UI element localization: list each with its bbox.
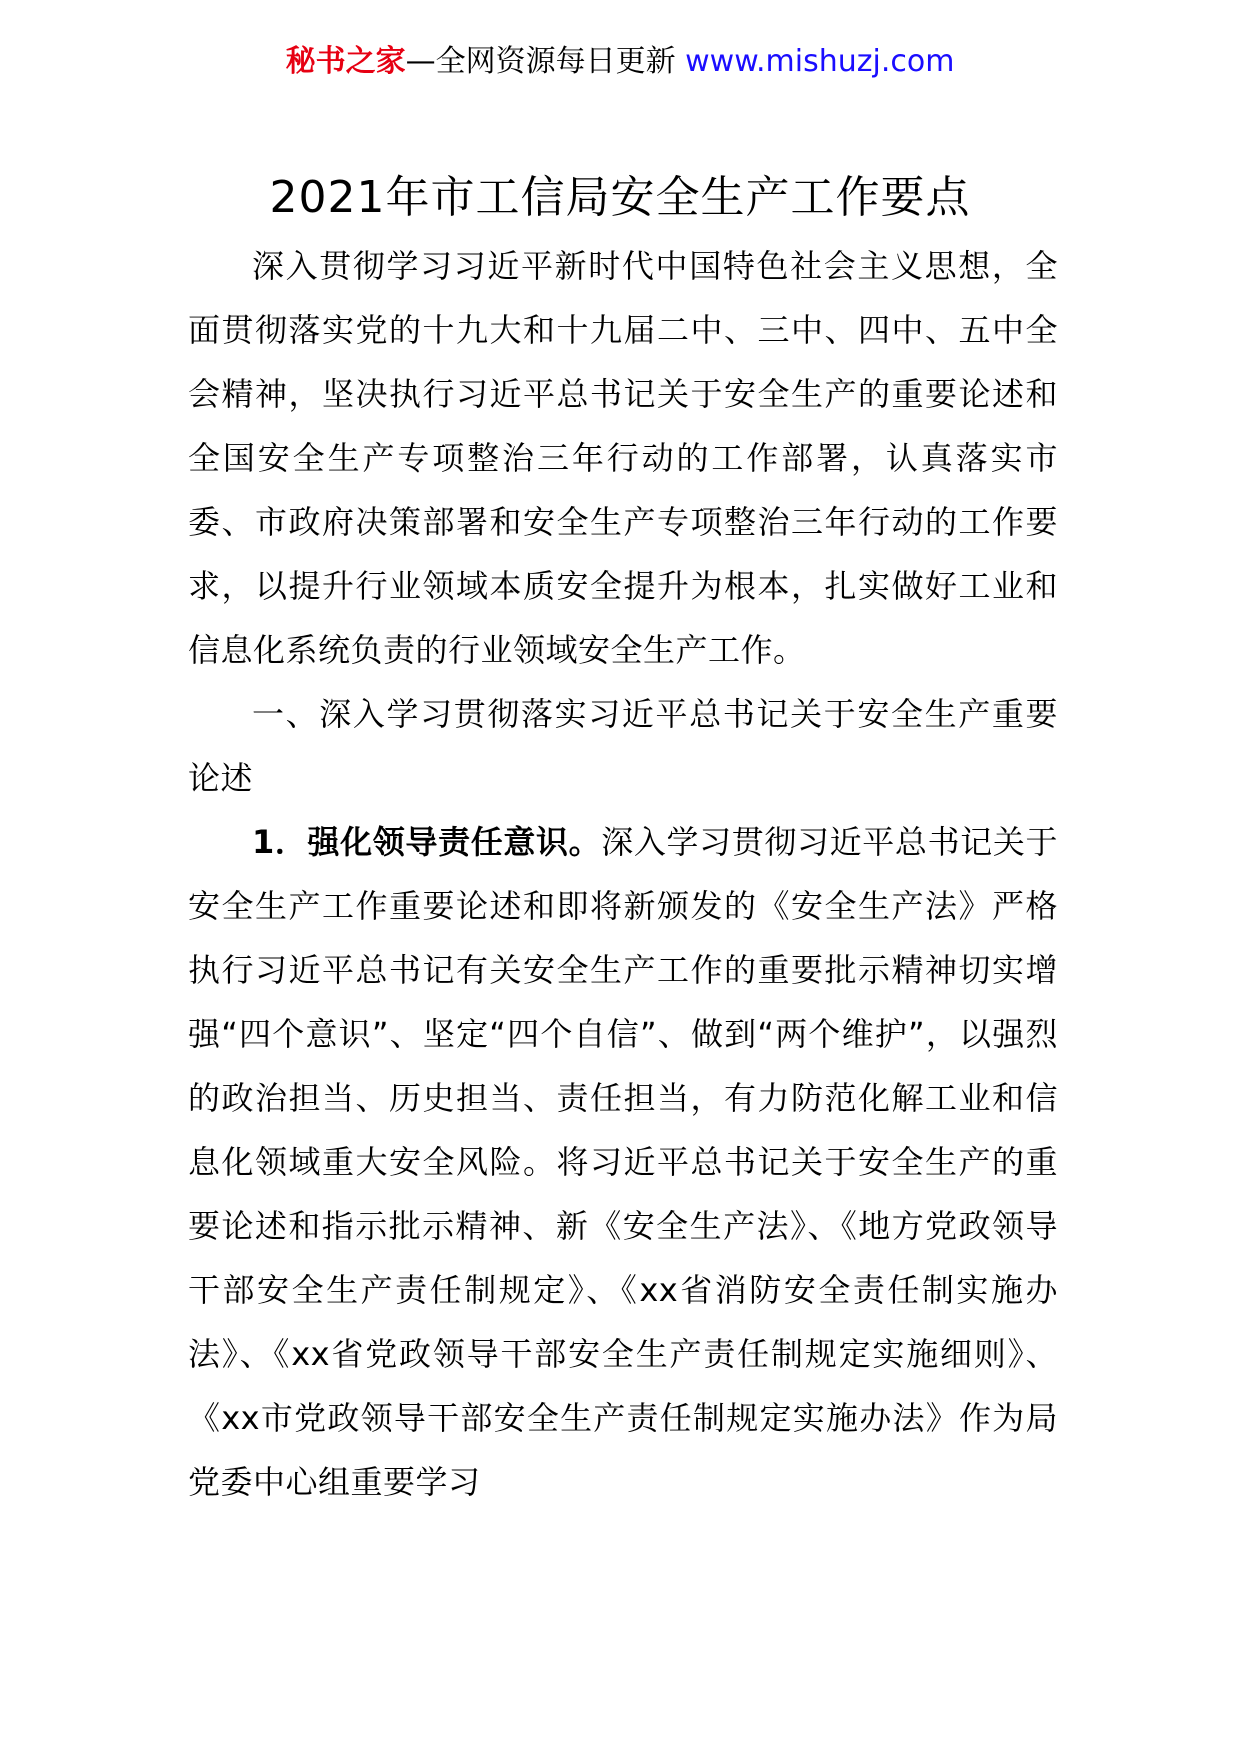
document-title: 2021年市工信局安全生产工作要点 [269,172,971,223]
site-brand: 秘书之家 [285,44,406,79]
item-lead: 1．强化领导责任意识。 [252,823,602,861]
intro-paragraph: 深入贯彻学习习近平新时代中国特色社会主义思想，全面贯彻落实党的十九大和十九届二中、三中、四中、五中全会精神，坚决执行习近平总书记关于安全生产的重要论述和全国安全生产专项整治三年行动的工作部署，认真落实市委、市政府决策部署和安全生产专项整治三年行动的工作要求，以提升行业领域本质安全提升为根本，扎实做好工业和信息化系统负责的行业领域安全生产工作。 [188,247,1058,669]
item-paragraph [188,810,1058,1514]
site-header [0,42,1240,82]
site-slogan: —全网资源每日更新 [405,44,676,79]
item-text: 深入学习贯彻习近平总书记关于安全生产工作重要论述和即将新颁发的《安全生产法》严格执行习近平总书记有关安全生产工作的重要批示精神切实增强“四个意识”、坚定“四个自信”、做到“两个维护”，以强烈的政治担当、历史担当、责任担当，有力防范化解工业和信息化领域重大安全风险。将习近平总书记关于安全生产的重要论述和指示批示精神、新《安全生产法》、《地方党政领导干部安全生产责任制规定》、《xx省消防安全责任制实施办法》、《xx省党政领导干部安全生产责任制规定实施细则》、《xx市党政领导干部安全生产责任制规定实施办法》作为局党委中心组重要学习 [188,823,1058,1501]
document-body [188,234,1058,1514]
section-heading: 一、深入学习贯彻落实习近平总书记关于安全生产重要论述 [188,695,1058,797]
site-url-link[interactable]: www.mishuzj.com [685,44,955,79]
